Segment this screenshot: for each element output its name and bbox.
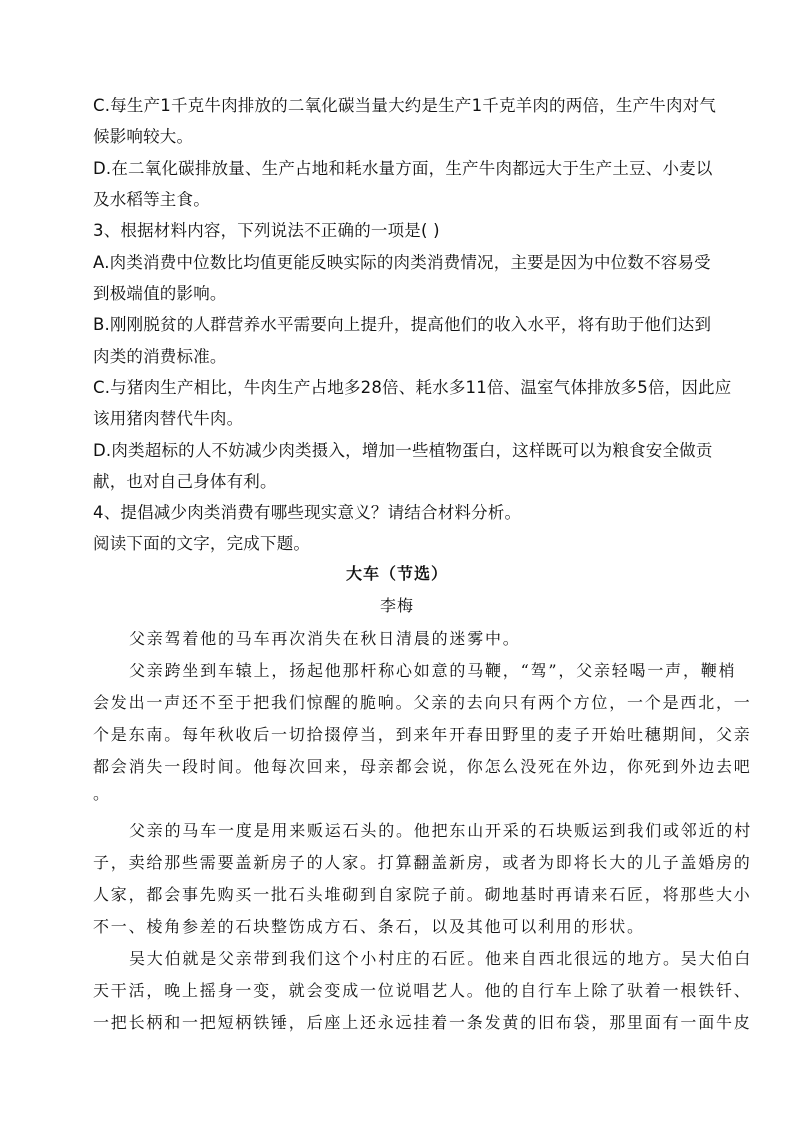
q3-option-b-line-2: 肉类的消费标准。 [93,347,227,366]
passage-line: 一把长柄和一把短柄铁锤，后座上还永远挂着一条发黄的旧布袋，那里面有一面牛皮 [93,1013,752,1032]
passage-line: 人家，都会事先购买一批石头堆砌到自家院子前。砌地基时再请来石匠，将那些大小 [93,885,752,904]
passage-author: 李梅 [379,596,414,615]
passage-title: 大车（节选） [345,564,448,583]
q2-option-c-line-2: 候影响较大。 [93,127,194,146]
passage-line: 。 [93,784,111,803]
passage-line: 父亲跨坐到车辕上，扬起他那杆称心如意的马鞭，“驾”，父亲轻喝一声，鞭梢 [129,661,737,680]
q2-option-d-line-1: D.在二氧化碳排放量、生产占地和耗水量方面，生产牛肉都远大于生产土豆、小麦以 [93,159,713,178]
reading-instruction: 阅读下面的文字，完成下题。 [93,534,311,553]
q3-option-c-line-1: C.与猪肉生产相比，牛肉生产占地多28倍、耗水多11倍、温室气体排放多5倍，因此应 [93,378,732,397]
q3-option-b-line-1: B.刚刚脱贫的人群营养水平需要向上提升，提高他们的收入水平，将有助于他们达到 [93,315,712,334]
q3-option-d-line-2: 献，也对自己身体有利。 [93,472,277,491]
passage-line: 不一、棱角参差的石块整饬成方石、条石，以及其他可以利用的形状。 [93,917,645,936]
q4-stem: 4、提倡减少肉类消费有哪些现实意义？请结合材料分析。 [93,503,522,522]
passage-line: 会发出一声还不至于把我们惊醒的脆响。父亲的去向只有两个方位，一个是西北，一 [93,693,752,712]
passage-line: 父亲的马车一度是用来贩运石头的。他把东山开采的石块贩运到我们或邻近的村 [129,821,753,840]
q3-option-c-line-2: 该用猪肉替代牛肉。 [93,409,244,428]
passage-line: 吴大伯就是父亲带到我们这个小村庄的石匠。他来自西北很远的地方。吴大伯白 [129,949,753,968]
q2-option-d-line-2: 及水稻等主食。 [93,190,210,209]
q3-option-a-line-2: 到极端值的影响。 [93,284,227,303]
passage-line: 子，卖给那些需要盖新房子的人家。打算翻盖新房，或者为即将长大的儿子盖婚房的 [93,853,752,872]
passage-line: 都会消失一段时间。他每次回来，母亲都会说，你怎么没死在外边，你死到外边去吧 [93,757,752,776]
q3-option-d-line-1: D.肉类超标的人不妨减少肉类摄入，增加一些植物蛋白，这样既可以为粮食安全做贡 [93,441,713,460]
passage-line: 天干活，晚上摇身一变，就会变成一位说唱艺人。他的自行车上除了驮着一根铁钎、 [93,981,752,1000]
passage-line: 父亲驾着他的马车再次消失在秋日清晨的迷雾中。 [129,629,521,648]
q3-stem: 3、根据材料内容，下列说法不正确的一项是( ) [93,221,440,240]
passage-line: 个是东南。每年秋收后一切拾掇停当，到来年开春田野里的麦子开始吐穗期间，父亲 [93,725,752,744]
q2-option-c-line-1: C.每生产1千克牛肉排放的二氧化碳当量大约是生产1千克羊肉的两倍，生产牛肉对气 [93,96,717,115]
q3-option-a-line-1: A.肉类消费中位数比均值更能反映实际的肉类消费情况，主要是因为中位数不容易受 [93,253,711,272]
